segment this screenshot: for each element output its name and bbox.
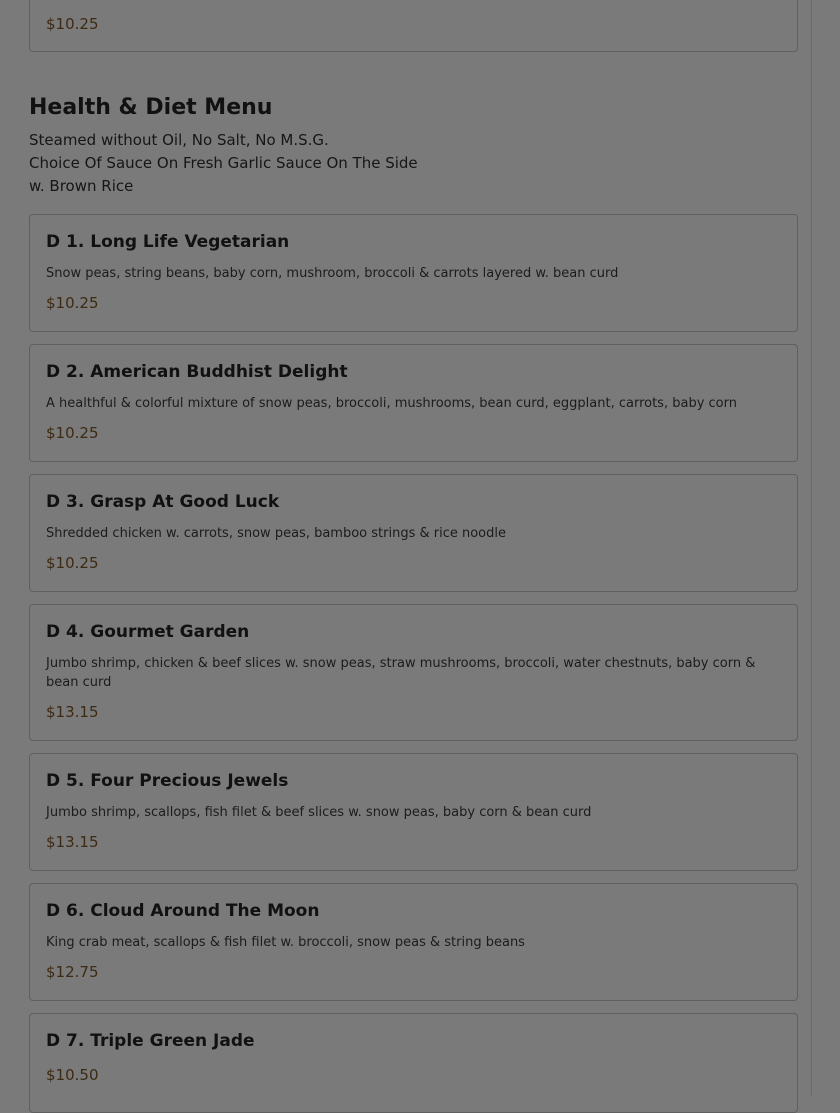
item-price: $12.75 [46,963,99,981]
item-price: $10.50 [46,1066,99,1084]
menu-item-card[interactable] [29,1013,798,1113]
item-price: $10.25 [46,424,99,442]
menu-item-card-previous[interactable] [29,0,798,52]
menu-item-card[interactable] [29,344,798,462]
menu-item-card[interactable] [29,214,798,332]
item-title: D 1. Long Life Vegetarian [46,232,290,252]
item-title: D 6. Cloud Around The Moon [46,901,320,921]
item-price: $13.15 [46,703,99,721]
menu-item-card[interactable] [29,753,798,871]
item-price: $10.25 [46,554,99,572]
section-note: Steamed without Oil, No Salt, No M.S.G. [29,131,329,149]
item-description: Shredded chicken w. carrots, snow peas, bamboo strings & rice noodle [46,526,506,541]
menu-item-card[interactable] [29,883,798,1001]
item-price: $10.25 [46,15,99,33]
section-title: Health & Diet Menu [29,95,273,120]
item-title: D 5. Four Precious Jewels [46,771,289,791]
section-note: w. Brown Rice [29,177,134,195]
item-description: King crab meat, scallops & fish filet w. broccoli, snow peas & string beans [46,935,525,950]
menu-item-card[interactable] [29,604,798,741]
item-price: $10.25 [46,294,99,312]
item-title: D 3. Grasp At Good Luck [46,492,280,512]
item-price: $13.15 [46,833,99,851]
item-title: D 4. Gourmet Garden [46,622,250,642]
section-note: Choice Of Sauce On Fresh Garlic Sauce On The Side [29,154,418,172]
item-title: D 7. Triple Green Jade [46,1031,255,1051]
item-description: Snow peas, string beans, baby corn, mushroom, broccoli & carrots layered w. bean curd [46,266,619,281]
item-description: Jumbo shrimp, chicken & beef slices w. snow peas, straw mushrooms, broccoli, water chestnuts, baby corn & bean curd [46,656,756,690]
item-title: D 2. American Buddhist Delight [46,362,348,382]
item-description: A healthful & colorful mixture of snow peas, broccoli, mushrooms, bean curd, eggplant, carrots, baby corn [46,396,737,411]
item-description: Jumbo shrimp, scallops, fish filet & beef slices w. snow peas, baby corn & bean curd [46,805,592,820]
menu-item-card[interactable] [29,474,798,592]
